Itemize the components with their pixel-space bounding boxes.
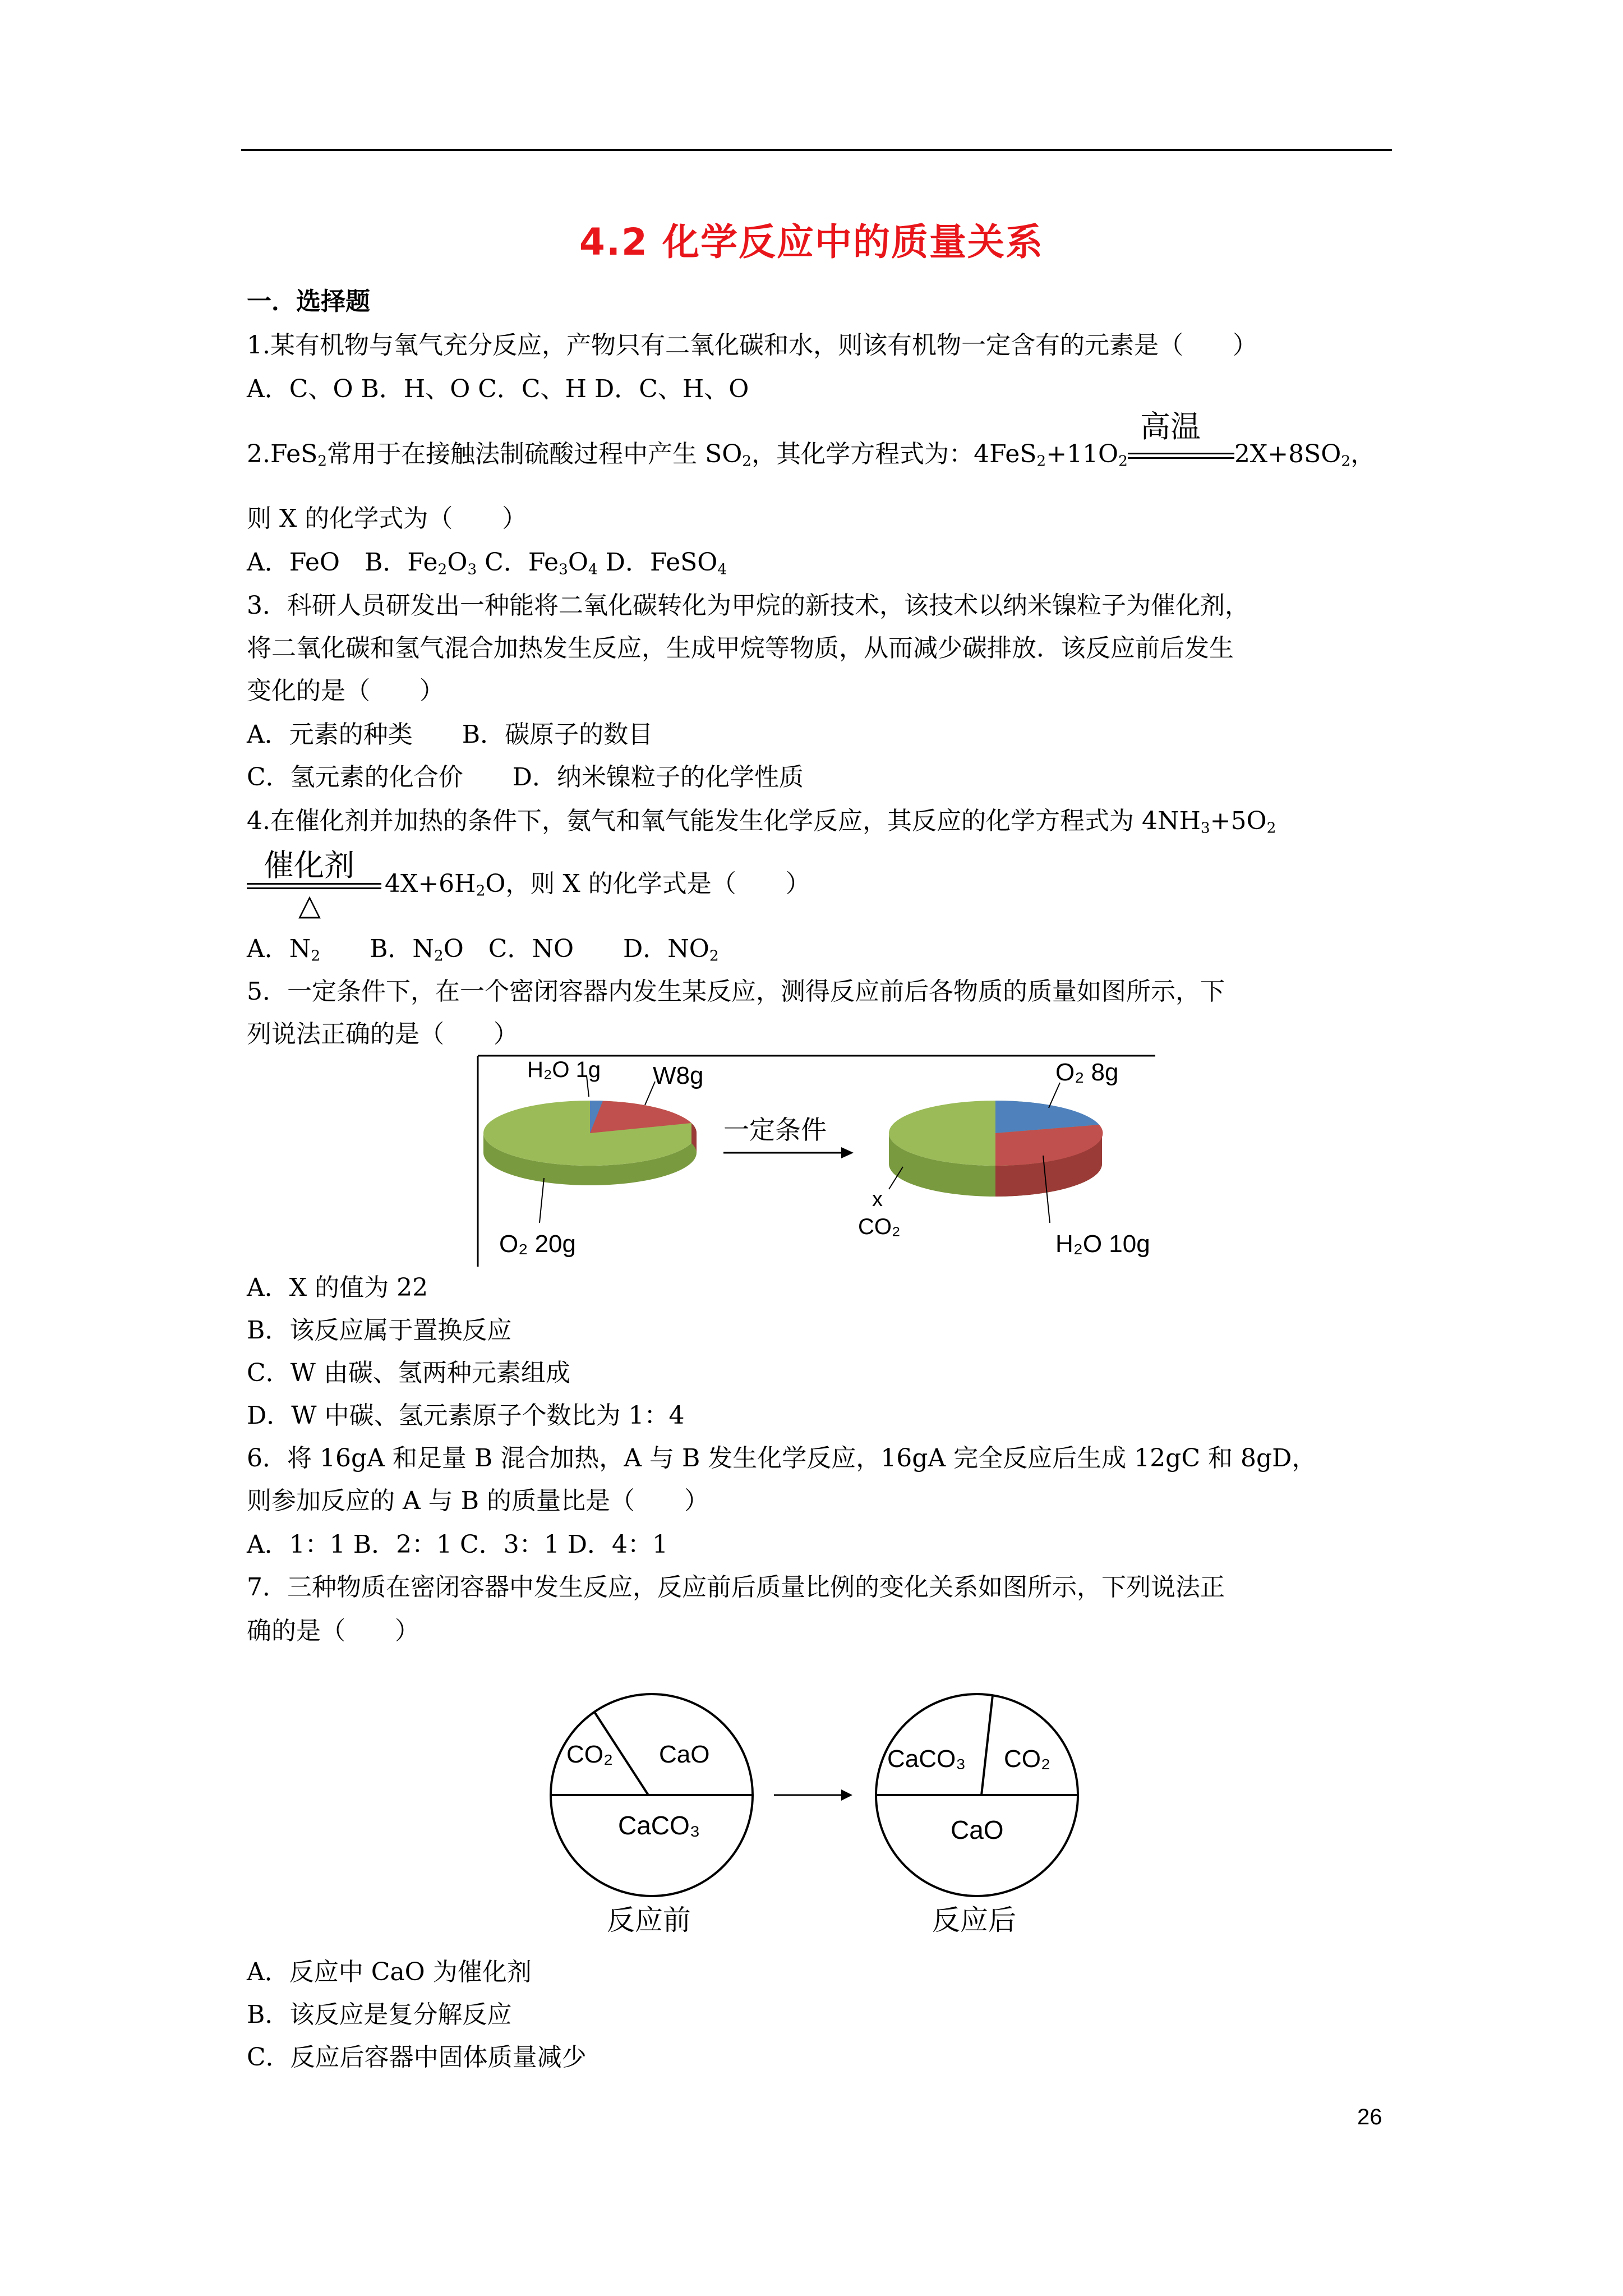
q3-line1: 3．科研人员研发出一种能将二氧化碳转化为甲烷的新技术，该技术以纳米镍粒子为催化剂，: [247, 591, 1249, 620]
q5-option-c: C．W 由碳、氢两种元素组成: [247, 1359, 570, 1387]
q3-line2: 将二氧化碳和氢气混合加热发生反应，生成甲烷等物质，从而减少碳排放．该反应前后发生: [247, 634, 1234, 662]
after-co2: CO₂: [1004, 1745, 1051, 1773]
q4-options: A．$N_2$ B．$N_2O$ C．NO D．$NO_2$: [247, 935, 719, 965]
q2-line2: 则 X 的化学式为（ ）: [247, 504, 527, 533]
section-heading: 一．选择题: [247, 287, 370, 316]
q5-pie-before: [483, 1101, 697, 1185]
q7-option-b: B．该反应是复分解反应: [247, 2000, 512, 2029]
q6-options: A．1：1 B．2：1 C．3：1 D．4：1: [247, 1530, 668, 1559]
label-x-after: x: [872, 1188, 883, 1211]
label-o2-before: O₂ 20g: [499, 1230, 576, 1258]
q2-condition: 高温: [1128, 445, 1234, 467]
q4-line1: 4.在催化剂并加热的条件下，氨气和氧气能发生化学反应，其反应的化学方程式为 $4NH_3+5O_2$: [247, 807, 1276, 837]
q3-options-1: A．元素的种类 B．碳原子的数目: [247, 720, 653, 749]
q1-stem: 1.某有机物与氧气充分反应，产物只有二氧化碳和水，则该有机物一定含有的元素是（ ）: [247, 331, 1257, 360]
before-caco3: CaCO₃: [618, 1811, 700, 1840]
q3-line3: 变化的是（ ）: [247, 677, 444, 705]
label-w-before: W8g: [653, 1062, 704, 1089]
q5-option-d: D．W 中碳、氢元素原子个数比为 1：4: [247, 1401, 685, 1430]
after-cao: CaO: [951, 1815, 1004, 1844]
before-cao: CaO: [659, 1741, 710, 1768]
q2-stem: 2.FeS$_2$常用于在接触法制硫酸过程中产生 $SO_2$，其化学方程式为：$4FeS_2+11O_2$ 高温 $2X+8SO_2$，: [247, 408, 1376, 470]
q4-line2: $4X+6H_2O$，则 X 的化学式是（ ）: [385, 869, 810, 900]
before-co2: CO₂: [566, 1741, 614, 1768]
q7-line2: 确的是（ ）: [247, 1617, 419, 1645]
q6-line2: 则参加反应的 A 与 B 的质量比是（ ）: [247, 1487, 709, 1515]
page-number: 26: [1357, 2105, 1382, 2129]
label-o2-after: O₂ 8g: [1055, 1059, 1119, 1086]
q2-options: A．FeO B．$Fe_2O_3$ C．$Fe_3O_4$ D．FeSO$_4$: [247, 548, 727, 578]
q5-option-b: B．该反应属于置换反应: [247, 1316, 512, 1345]
label-before: 反应前: [607, 1904, 691, 1936]
label-after: 反应后: [932, 1904, 1016, 1936]
q7-figure: [538, 1660, 1099, 1952]
q7-option-a: A．反应中 CaO 为催化剂: [247, 1958, 532, 1986]
label-h2o-before: H₂O 1g: [527, 1057, 601, 1082]
q5-option-a: A．X 的值为 22: [247, 1273, 428, 1302]
q7-line1: 7．三种物质在密闭容器中发生反应，反应前后质量比例的变化关系如图所示，下列说法正: [247, 1573, 1225, 1602]
q5-pie-after: [889, 1101, 1103, 1197]
q4-condition: 催化剂 △: [247, 841, 381, 926]
label-co2-after: CO₂: [858, 1214, 901, 1239]
label-arrow: 一定条件: [723, 1115, 827, 1144]
label-h2o-after: H₂O 10g: [1055, 1230, 1150, 1258]
header-rule: [241, 149, 1392, 151]
q6-line1: 6．将 16gA 和足量 B 混合加热，A 与 B 发生化学反应，16gA 完全反应后生成 12gC 和 8gD，: [247, 1444, 1317, 1473]
after-caco3: CaCO₃: [887, 1745, 966, 1773]
q5-line1: 5．一定条件下，在一个密闭容器内发生某反应，测得反应前后各物质的质量如图所示，下: [247, 977, 1225, 1006]
q7-option-c: C．反应后容器中固体质量减少: [247, 2043, 587, 2072]
q5-figure: [477, 1055, 1161, 1268]
page-title: 4.2 化学反应中的质量关系: [579, 220, 1044, 264]
q3-options-2: C．氢元素的化合价 D．纳米镍粒子的化学性质: [247, 763, 804, 792]
q5-line2: 列说法正确的是（ ）: [247, 1020, 518, 1048]
q1-options: A．C、O B．H、O C．C、H D．C、H、O: [247, 375, 749, 403]
